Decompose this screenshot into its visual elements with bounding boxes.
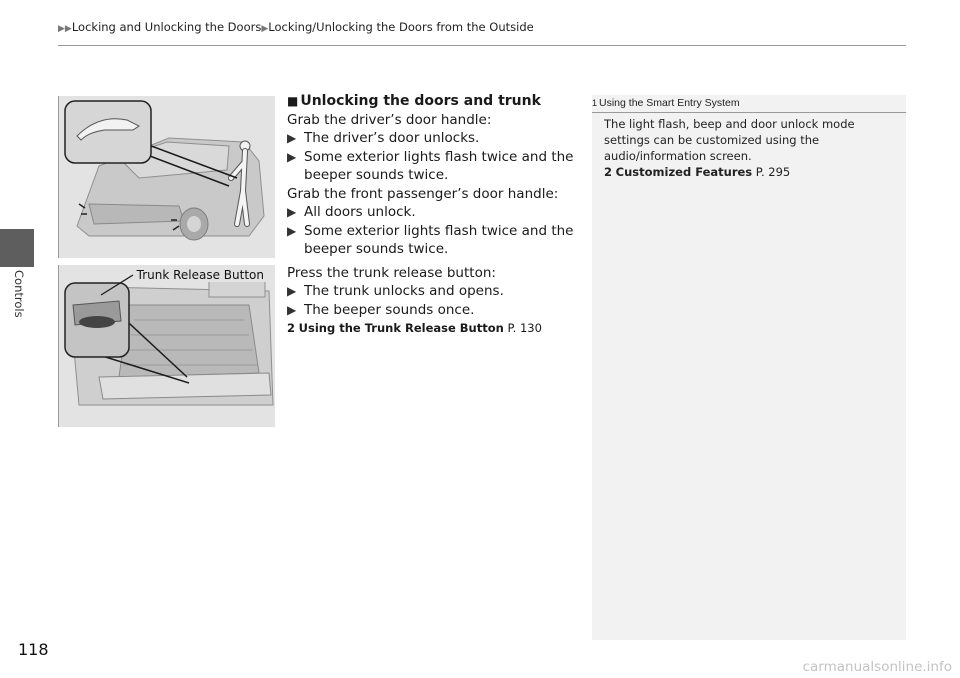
result-item [287,203,577,222]
breadcrumb-part-2[interactable]: Locking/Unlocking the Doors from the Outside [268,20,534,34]
cross-reference-label[interactable]: Customized Features [615,165,753,179]
truck-front-illustration [59,96,275,258]
section-marker-icon: ■ [287,94,299,108]
watermark: carmanualsonline.info [802,659,952,675]
sidebar-note [592,95,906,640]
result-item [287,148,577,185]
cross-reference-trunk[interactable] [287,319,577,338]
figure-trunk-release [58,265,275,427]
cross-reference-customized[interactable] [604,164,894,180]
result-arrow-icon: ▶ [287,302,297,317]
result-arrow-icon: ▶ [287,131,297,145]
cross-reference-label[interactable]: Using the Trunk Release Button [298,321,504,335]
cross-reference-page[interactable]: P. 295 [752,165,791,179]
result-text: The beeper sounds once. [304,301,475,318]
breadcrumb-part-1[interactable]: Locking and Unlocking the Doors [71,20,262,34]
chapter-tab[interactable] [0,229,34,267]
result-text: The trunk unlocks and opens. [304,283,504,299]
reference-icon: 2 [287,321,296,335]
breadcrumb [58,20,534,34]
breadcrumb-arrow-icon: ▶▶ [58,24,72,34]
result-text: The driver’s door unlocks. [304,130,480,146]
step-text: Grab the front passenger’s door handle: [287,185,559,202]
result-text: Some exterior lights flash twice and the beeper sounds twice. [304,148,574,183]
result-item [287,129,577,148]
figure-door-handle [58,96,275,258]
chapter-label: Controls [12,270,26,318]
cross-reference-page[interactable]: P. 130 [503,321,542,335]
section-heading [287,92,577,111]
sidebar-title [592,95,906,113]
header-rule [58,45,906,46]
truck-bed-illustration [59,265,275,427]
result-arrow-icon: ▶ [287,284,297,298]
sidebar-body [604,116,894,180]
main-content [287,92,577,338]
result-text: All doors unlock. [304,204,416,220]
result-arrow-icon: ▶ [287,223,297,238]
step-text: Grab the driver’s door handle: [287,111,492,128]
result-arrow-icon: ▶ [287,205,297,219]
result-text: Some exterior lights flash twice and the beeper sounds twice. [304,222,574,257]
result-arrow-icon: ▶ [287,149,297,164]
sidebar-title-text: Using the Smart Entry System [599,97,740,109]
result-item [287,222,577,259]
sidebar-paragraph: The light flash, beep and door unlock mode settings can be customized using the audio/information screen. [604,117,855,163]
reference-icon: 2 [604,165,613,179]
result-item [287,282,577,301]
section-heading-text: Unlocking the doors and trunk [300,93,541,109]
page-number: 118 [18,640,49,659]
trunk-release-callout: Trunk Release Button [134,268,267,282]
step-text: Press the trunk release button: [287,264,496,281]
result-item [287,301,577,320]
note-number-icon: 1 [592,98,598,108]
breadcrumb-separator-icon: ▶ [261,24,269,34]
